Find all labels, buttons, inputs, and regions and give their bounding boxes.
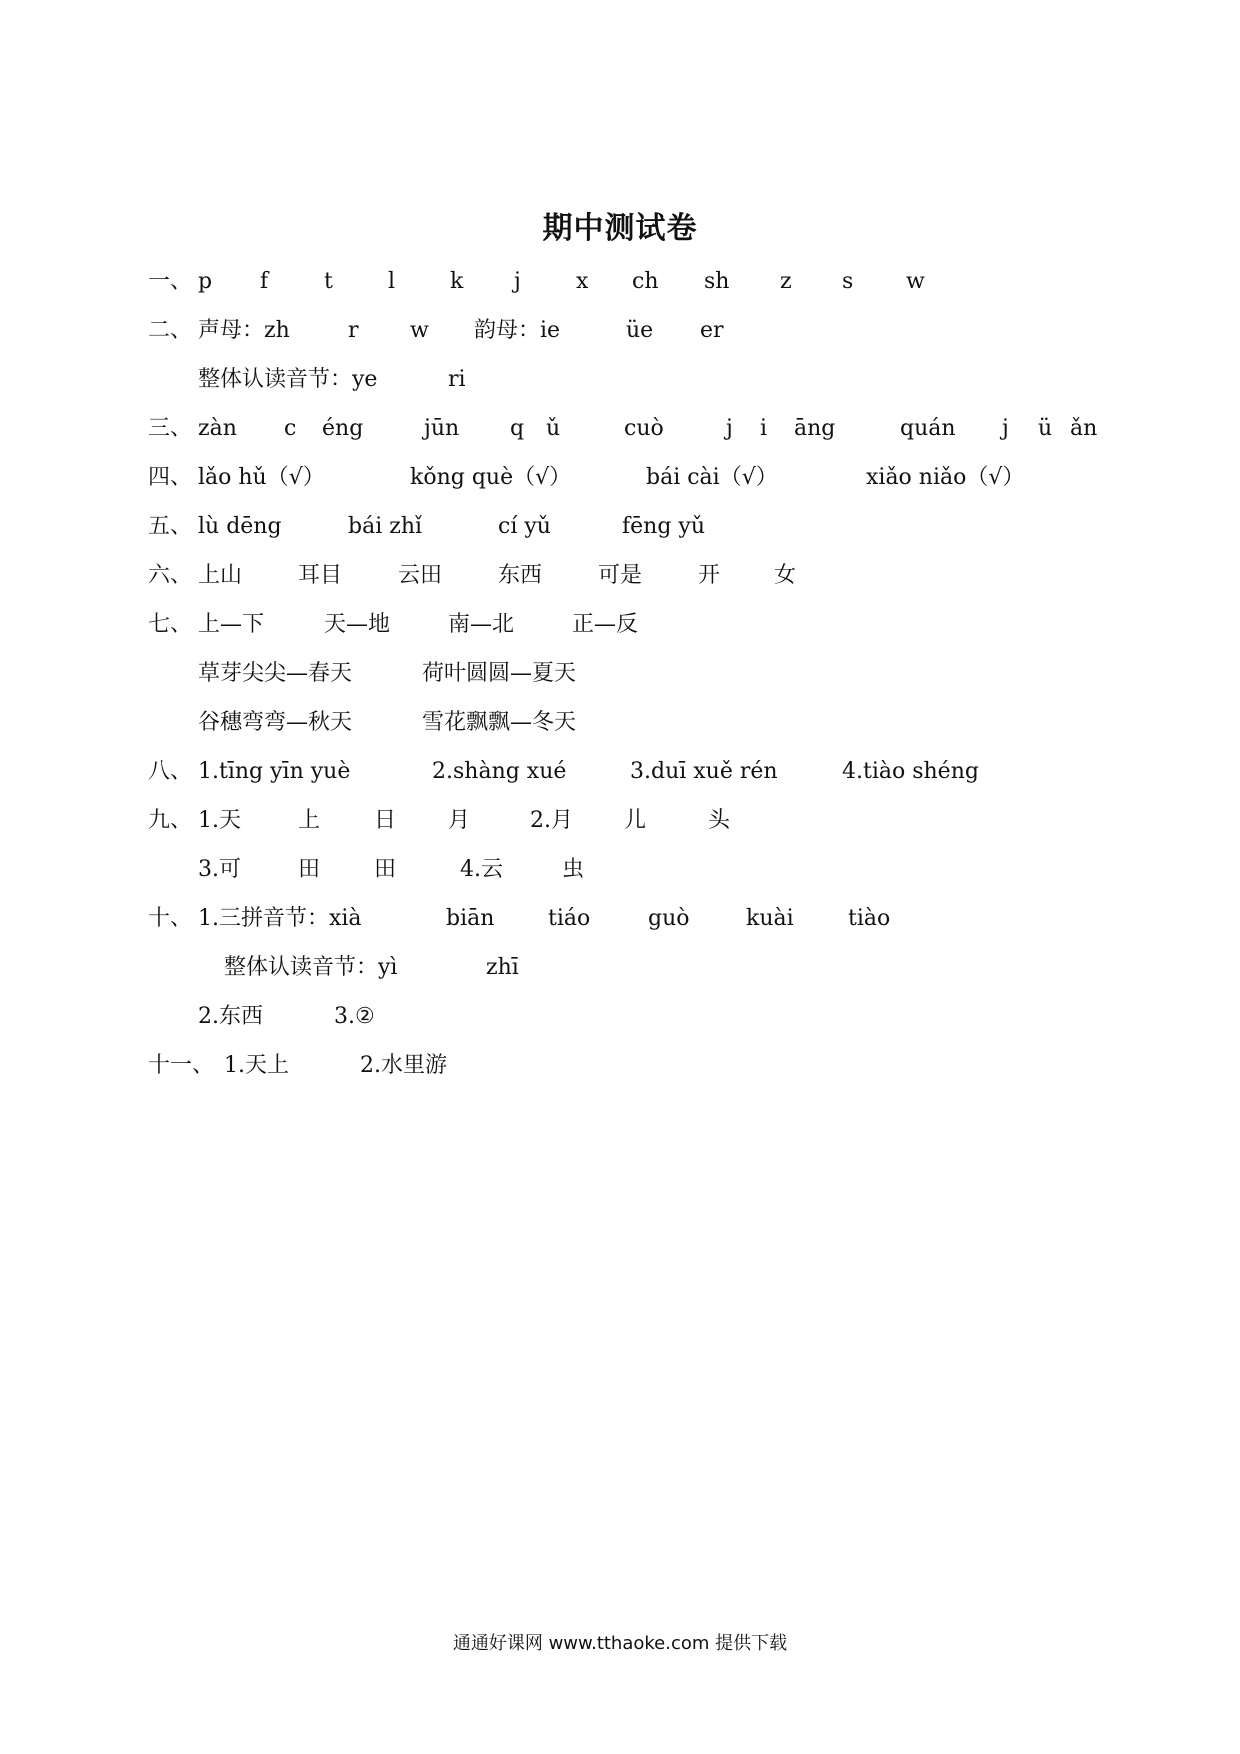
answer-number: 六、 [148, 563, 193, 588]
answer-item: āng [794, 416, 836, 441]
answer-number: 七、 [148, 612, 193, 637]
answer-item: ǎn [1070, 416, 1098, 441]
answer-item: fēng yǔ [622, 514, 706, 539]
answer-item: 日 [374, 808, 397, 833]
answer-item: ü [1038, 416, 1053, 441]
answer-item: 3.② [334, 1004, 375, 1029]
answer-item: 田 [374, 857, 397, 882]
answer-item: 女 [774, 563, 797, 588]
answer-item: c [284, 416, 297, 441]
answer-item: 4.云 [460, 857, 503, 882]
answer-item: jūn [424, 416, 460, 441]
answer-item: lǎo hǔ（√） [198, 465, 325, 490]
answer-item: r [348, 318, 359, 343]
answer-item: 3.可 [198, 857, 241, 882]
answer-number: 二、 [148, 318, 193, 343]
answer-item: ǔ [546, 416, 561, 441]
answer-item: 上山 [198, 563, 243, 588]
answer-item: 儿 [624, 808, 647, 833]
answer-number: 十一、 [148, 1053, 215, 1078]
answer-item: k [450, 269, 464, 294]
answer-item: guò [648, 906, 690, 931]
answer-item: 4.tiào shéng [842, 759, 979, 784]
answer-item: bái cài（√） [646, 465, 778, 490]
answer-item: tiáo [548, 906, 591, 931]
answer-item: x [576, 269, 589, 294]
answer-item: 1.三拼音节：xià [198, 906, 362, 931]
answer-item: 2.东西 [198, 1004, 263, 1029]
answer-item: 2.水里游 [360, 1053, 447, 1078]
answer-item: lù dēng [198, 514, 282, 539]
answer-item: w [906, 269, 925, 294]
answer-item: 可是 [598, 563, 643, 588]
answer-item: 田 [298, 857, 321, 882]
answer-item: 上 [298, 808, 321, 833]
answer-item: 3.duī xuě rén [630, 759, 778, 784]
answer-item: 正—反 [572, 612, 639, 637]
answer-item: 草芽尖尖—春天 [198, 661, 353, 686]
answer-item: 头 [708, 808, 731, 833]
answer-number: 三、 [148, 416, 193, 441]
answer-item: 耳目 [298, 563, 343, 588]
answer-item: kuài [746, 906, 794, 931]
answer-item: l [388, 269, 396, 294]
page-title: 期中测试卷 [542, 211, 698, 246]
answer-item: f [260, 269, 269, 294]
answer-item: 月 [448, 808, 471, 833]
answer-item: sh [704, 269, 730, 294]
answer-item: 声母：zh [198, 318, 290, 343]
answer-item: 上—下 [198, 612, 265, 637]
answer-item: 云田 [398, 563, 443, 588]
answer-number: 四、 [148, 465, 193, 490]
answer-item: z [780, 269, 792, 294]
answer-item: kǒng què（√） [410, 465, 572, 490]
answer-number: 八、 [148, 759, 193, 784]
answer-item: zàn [198, 416, 237, 441]
answer-item: bái zhǐ [348, 514, 423, 539]
answer-item: ri [448, 367, 466, 392]
answer-item: q [510, 416, 525, 441]
answer-item: biān [446, 906, 495, 931]
answer-item: 1.天上 [224, 1053, 289, 1078]
answer-item: ch [632, 269, 659, 294]
answer-item: quán [900, 416, 956, 441]
answer-item: 南—北 [448, 612, 515, 637]
footer-text: 通通好课网 www.tthaoke.com 提供下载 [452, 1633, 788, 1654]
answer-item: tiào [848, 906, 891, 931]
answer-item: er [700, 318, 724, 343]
answer-item: j [1002, 416, 1009, 441]
answer-item: 1.天 [198, 808, 241, 833]
answer-item: zhī [486, 955, 519, 980]
answer-item: j [726, 416, 733, 441]
answer-item: 雪花飘飘—冬天 [422, 710, 577, 735]
answer-item: 虫 [562, 857, 585, 882]
answer-item: 2.shàng xué [432, 759, 567, 784]
answer-item: 1.tīng yīn yuè [198, 759, 351, 784]
answer-item: 开 [698, 563, 721, 588]
answer-item: j [514, 269, 521, 294]
answer-item: cí yǔ [498, 514, 551, 539]
answer-item: 荷叶圆圆—夏天 [422, 661, 577, 686]
answer-item: 谷穗弯弯—秋天 [198, 710, 353, 735]
answer-number: 一、 [148, 269, 193, 294]
answer-item: t [324, 269, 333, 294]
answer-item: xiǎo niǎo（√） [866, 465, 1025, 490]
answer-number: 九、 [148, 808, 193, 833]
answer-item: 整体认读音节：ye [198, 367, 378, 392]
answer-item: w [410, 318, 429, 343]
answer-item: p [198, 269, 213, 294]
answer-item: cuò [624, 416, 664, 441]
answer-item: 整体认读音节：yì [224, 955, 398, 980]
answer-number: 五、 [148, 514, 193, 539]
answer-item: 韵母：ie [474, 318, 561, 343]
answer-item: éng [322, 416, 364, 441]
answer-item: 东西 [498, 563, 543, 588]
answer-item: 2.月 [530, 808, 573, 833]
answer-item: s [842, 269, 854, 294]
answer-item: i [760, 416, 768, 441]
answer-item: üe [626, 318, 654, 343]
answer-item: 天—地 [324, 612, 391, 637]
answer-number: 十、 [148, 906, 193, 931]
